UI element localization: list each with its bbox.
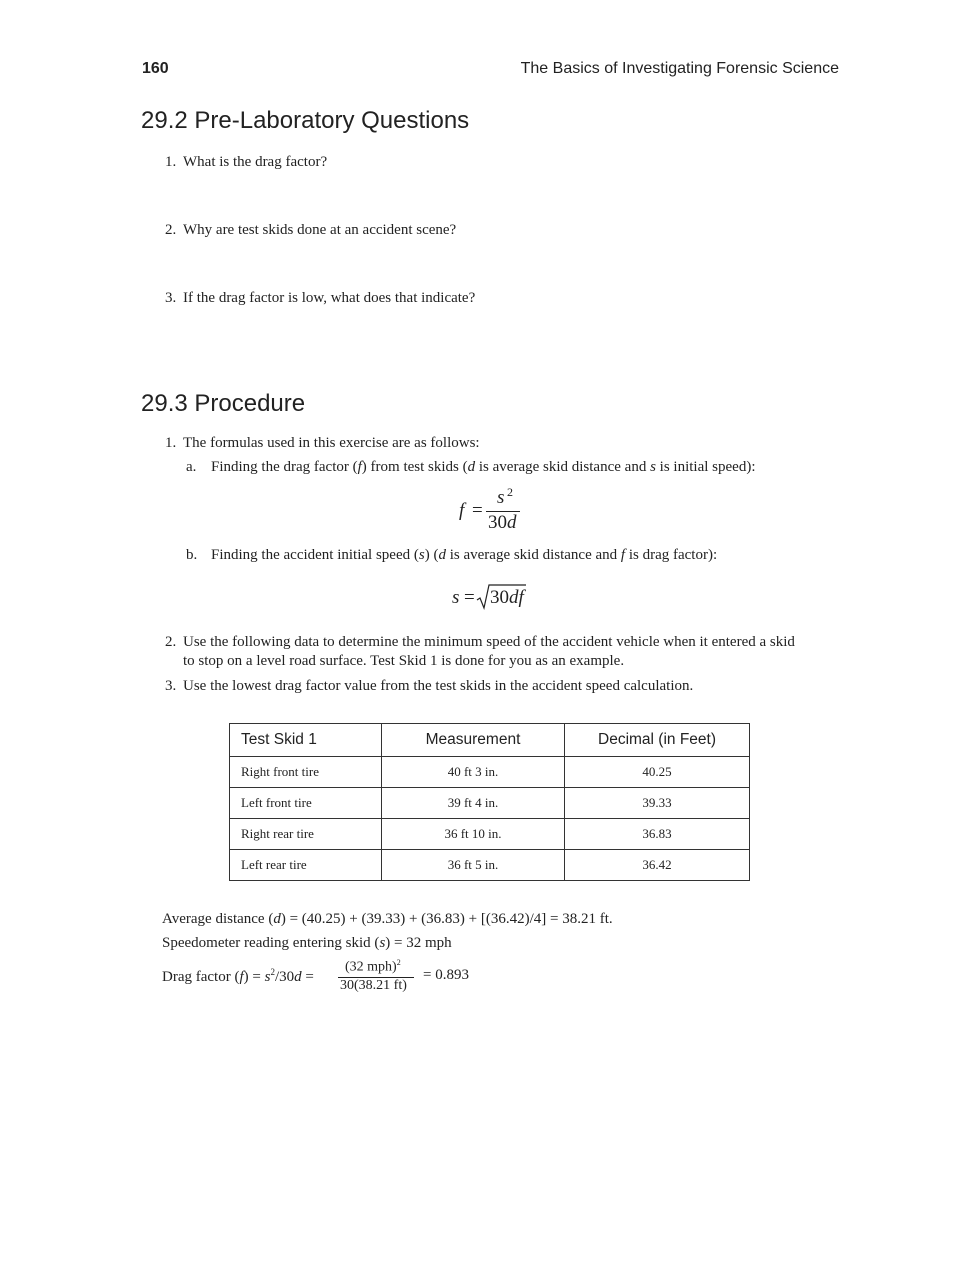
step-text-line1: Use the following data to determine the minimum speed of the accident vehicle when it entered a skid <box>183 634 795 650</box>
section-heading-procedure: 29.3 Procedure <box>141 390 306 417</box>
drag-result: = 0.893 <box>423 967 469 983</box>
page-number: 160 <box>142 60 169 77</box>
question-text: Why are test skids done at an accident scene? <box>183 222 457 238</box>
measurement-cell: 39 ft 4 in. <box>382 788 565 819</box>
step-text: The formulas used in this exercise are as follows: <box>183 435 480 451</box>
decimal-cell: 36.42 <box>565 850 750 881</box>
book-title: The Basics of Investigating Forensic Science <box>520 60 839 77</box>
formula-lhs: s <box>452 587 460 608</box>
sub-label: a. <box>186 459 197 475</box>
decimal-cell: 39.33 <box>565 788 750 819</box>
measurement-cell: 40 ft 3 in. <box>382 757 565 788</box>
formula-numerator: s <box>497 487 505 508</box>
table-row <box>230 757 750 788</box>
tire-cell: Left rear tire <box>230 850 382 881</box>
question-number: 2. <box>165 222 177 238</box>
question-text: If the drag factor is low, what does that indicate? <box>183 290 476 306</box>
step-number: 3. <box>165 678 177 694</box>
drag-numerator: (32 mph)$^2$ <box>345 958 401 975</box>
tire-cell: Right rear tire <box>230 819 382 850</box>
step-number: 1. <box>165 435 177 451</box>
pre-lab-question <box>165 154 327 171</box>
question-number: 3. <box>165 290 177 306</box>
drag-factor-label: Drag factor $(f) = s^2/30d$ = <box>162 967 314 985</box>
tire-cell: Right front tire <box>230 757 382 788</box>
drag-factor-calculation <box>162 956 522 1000</box>
measurement-cell: 36 ft 10 in. <box>382 819 565 850</box>
tire-cell: Left front tire <box>230 788 382 819</box>
average-distance-line: Average distance (d) = (40.25) + (39.33) + (36.83) + [(36.42)/4] = 38.21 ft. <box>162 911 613 927</box>
procedure-step-1 <box>165 435 480 452</box>
step-number: 2. <box>165 634 177 650</box>
formula-denominator: 30d <box>488 512 517 533</box>
column-header: Measurement <box>382 724 565 757</box>
question-text: What is the drag factor? <box>183 154 328 170</box>
measurement-cell: 36 ft 5 in. <box>382 850 565 881</box>
step-1b: b. Finding the accident initial speed (s) (d is average skid distance and f is drag factor): <box>186 547 718 563</box>
question-number: 1. <box>165 154 177 170</box>
pre-lab-question <box>165 222 456 239</box>
drag-denominator: 30(38.21 ft) <box>340 978 407 993</box>
formula-drag-factor <box>440 484 540 538</box>
test-skid-table <box>229 723 750 881</box>
section-heading-pre-lab: 29.2 Pre-Laboratory Questions <box>141 107 470 134</box>
formula-equals: = <box>472 500 483 521</box>
table-row <box>230 819 750 850</box>
decimal-cell: 36.83 <box>565 819 750 850</box>
formula-equals: = <box>464 587 475 608</box>
formula-lhs: f <box>459 500 465 521</box>
decimal-cell: 40.25 <box>565 757 750 788</box>
step-text: Use the lowest drag factor value from the test skids in the accident speed calculation. <box>183 678 694 694</box>
column-header: Decimal (in Feet) <box>565 724 750 757</box>
step-text-line2: to stop on a level road surface. Test Skid 1 is done for you as an example. <box>183 653 625 669</box>
formula-exponent: 2 <box>507 485 513 499</box>
procedure-step-3 <box>165 678 693 695</box>
column-header: Test Skid 1 <box>230 724 382 757</box>
formula-initial-speed <box>440 582 540 612</box>
radicand: 30df <box>490 587 524 608</box>
step-1a: a. Finding the drag factor (f) from test skids (d is average skid distance and s is initial speed): <box>186 459 756 475</box>
procedure-step-2 <box>165 634 855 670</box>
sub-label: b. <box>186 547 198 563</box>
pre-lab-question <box>165 290 475 307</box>
table-row <box>230 850 750 881</box>
speedometer-line: Speedometer reading entering skid (s) = 32 mph <box>162 935 452 951</box>
table-header-row <box>230 724 750 757</box>
table-row <box>230 788 750 819</box>
